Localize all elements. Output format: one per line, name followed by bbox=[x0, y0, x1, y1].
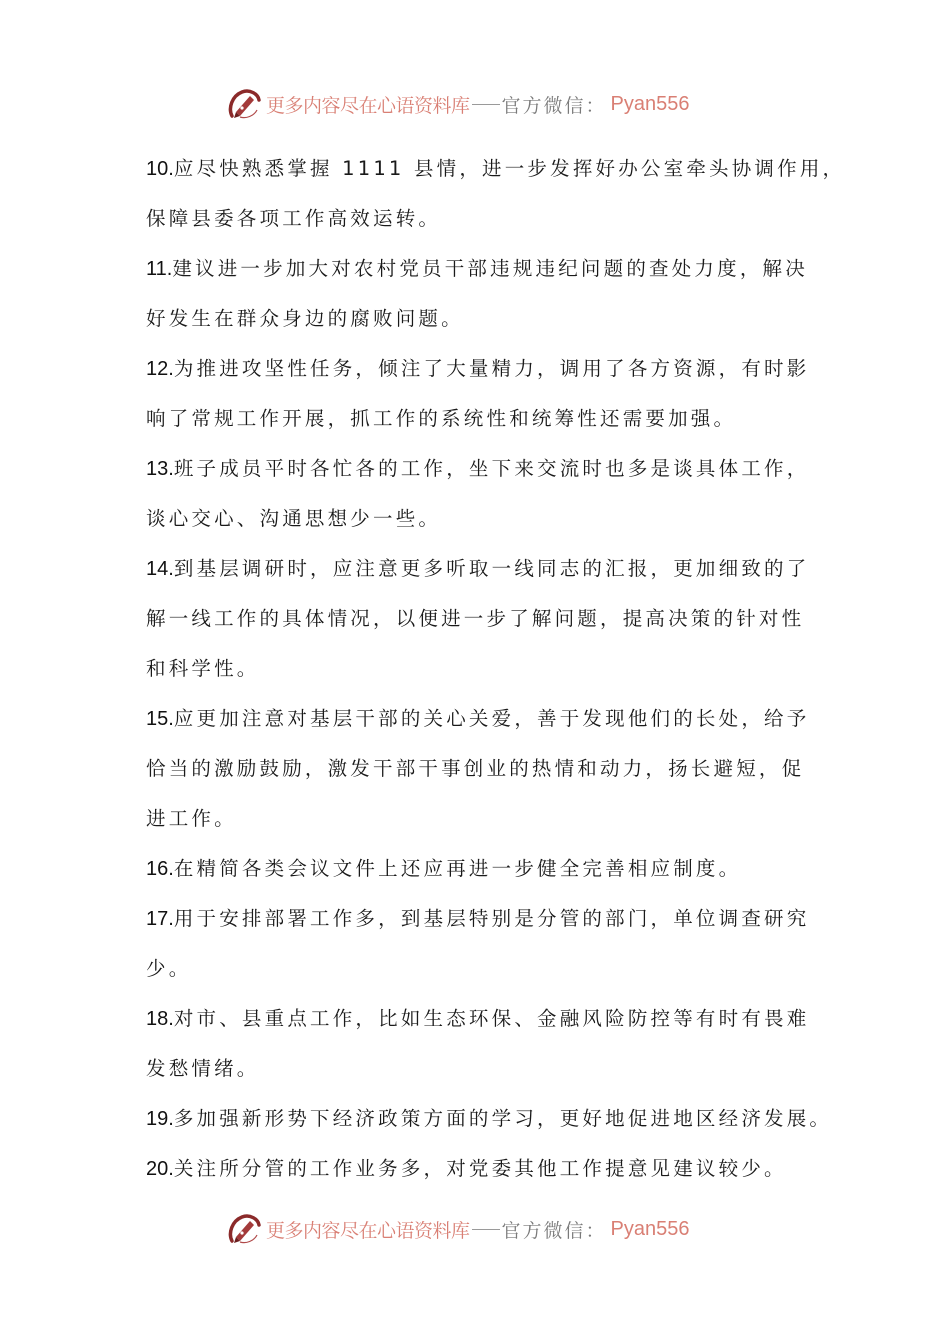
list-item-17-line-2 bbox=[146, 950, 826, 1000]
item-number: 13. bbox=[146, 458, 174, 480]
list-item-12-line-1 bbox=[146, 350, 826, 400]
list-item-13-line-2 bbox=[146, 500, 826, 550]
item-text: 发愁情绪。 bbox=[146, 1057, 260, 1080]
list-item-11-line-2 bbox=[146, 300, 826, 350]
banner-dash-divider bbox=[472, 1229, 500, 1230]
item-text: 保障县委各项工作高效运转。 bbox=[146, 207, 442, 230]
item-text: 对市、县重点工作，比如生态环保、金融风险防控等有时有畏难 bbox=[173, 1007, 810, 1030]
pen-nib-logo-icon bbox=[226, 86, 262, 122]
item-text: 谈心交心、沟通思想少一些。 bbox=[146, 507, 442, 530]
item-number: 19. bbox=[146, 1108, 174, 1130]
pen-nib-logo-icon bbox=[226, 1211, 262, 1247]
list-item-15-line-3 bbox=[146, 800, 826, 850]
list-item-12-line-2 bbox=[146, 400, 826, 450]
list-item-19-line-1 bbox=[146, 1100, 833, 1150]
item-text: 在精简各类会议文件上还应再进一步健全完善相应制度。 bbox=[173, 857, 742, 880]
item-text: 恰当的激励鼓励，激发干部干事创业的热情和动力，扬长避短，促 bbox=[146, 757, 805, 780]
list-item-10-line-1 bbox=[146, 150, 846, 200]
item-text: 用于安排部署工作多，到基层特别是分管的部门，单位调查研究 bbox=[173, 907, 810, 930]
banner-wechat-id: Pyan556 bbox=[610, 1217, 690, 1240]
item-number: 18. bbox=[146, 1008, 174, 1030]
footer-watermark-banner bbox=[226, 1209, 690, 1249]
list-item-14-line-1 bbox=[146, 550, 826, 600]
item-text: 响了常规工作开展，抓工作的系统性和统筹性还需要加强。 bbox=[146, 407, 737, 430]
item-number: 20. bbox=[146, 1158, 174, 1180]
item-text: 进工作。 bbox=[146, 807, 237, 830]
item-number: 10. bbox=[146, 158, 174, 180]
item-number: 16. bbox=[146, 858, 174, 880]
list-item-17-line-1 bbox=[146, 900, 826, 950]
list-item-20-line-1 bbox=[146, 1150, 826, 1200]
item-number: 17. bbox=[146, 908, 174, 930]
item-text: 为推进攻坚性任务，倾注了大量精力，调用了各方资源，有时影 bbox=[173, 357, 810, 380]
list-item-15-line-2 bbox=[146, 750, 826, 800]
list-item-14-line-3 bbox=[146, 650, 826, 700]
item-text: 班子成员平时各忙各的工作，坐下来交流时也多是谈具体工作， bbox=[173, 457, 810, 480]
banner-official-label: 官方微信： bbox=[501, 1219, 607, 1242]
list-item-18-line-2 bbox=[146, 1050, 826, 1100]
item-text: 应更加注意对基层干部的关心关爱，善于发现他们的长处，给予 bbox=[173, 707, 810, 730]
header-watermark-banner bbox=[226, 84, 690, 124]
item-text: 关注所分管的工作业务多，对党委其他工作提意见建议较少。 bbox=[173, 1157, 787, 1180]
list-item-11-line-1 bbox=[146, 250, 826, 300]
list-item-15-line-1 bbox=[146, 700, 826, 750]
banner-wechat-id: Pyan556 bbox=[610, 92, 690, 115]
list-item-16-line-1 bbox=[146, 850, 826, 900]
item-number: 11. bbox=[146, 258, 173, 280]
list-item-18-line-1 bbox=[146, 1000, 826, 1050]
list-item-10-line-2 bbox=[146, 200, 826, 250]
item-text: 少。 bbox=[146, 957, 192, 980]
banner-dash-divider bbox=[472, 104, 500, 105]
document-body bbox=[146, 150, 846, 1200]
banner-official-label: 官方微信： bbox=[501, 94, 607, 117]
item-text: 好发生在群众身边的腐败问题。 bbox=[146, 307, 464, 330]
list-item-14-line-2 bbox=[146, 600, 826, 650]
item-text: 多加强新形势下经济政策方面的学习，更好地促进地区经济发展。 bbox=[173, 1107, 833, 1130]
item-number: 12. bbox=[146, 358, 174, 380]
banner-slogan: 更多内容尽在心语资料库 bbox=[266, 1219, 470, 1242]
item-text: 解一线工作的具体情况，以便进一步了解问题，提高决策的针对性 bbox=[146, 607, 805, 630]
item-number: 15. bbox=[146, 708, 174, 730]
banner-slogan: 更多内容尽在心语资料库 bbox=[266, 94, 470, 117]
item-text: 应尽快熟悉掌握 1111 县情，进一步发挥好办公室牵头协调作用， bbox=[173, 157, 846, 180]
item-text: 建议进一步加大对农村党员干部违规违纪问题的查处力度，解决 bbox=[172, 257, 808, 280]
item-text: 到基层调研时，应注意更多听取一线同志的汇报，更加细致的了 bbox=[173, 557, 810, 580]
list-item-13-line-1 bbox=[146, 450, 826, 500]
item-number: 14. bbox=[146, 558, 174, 580]
item-text: 和科学性。 bbox=[146, 657, 260, 680]
